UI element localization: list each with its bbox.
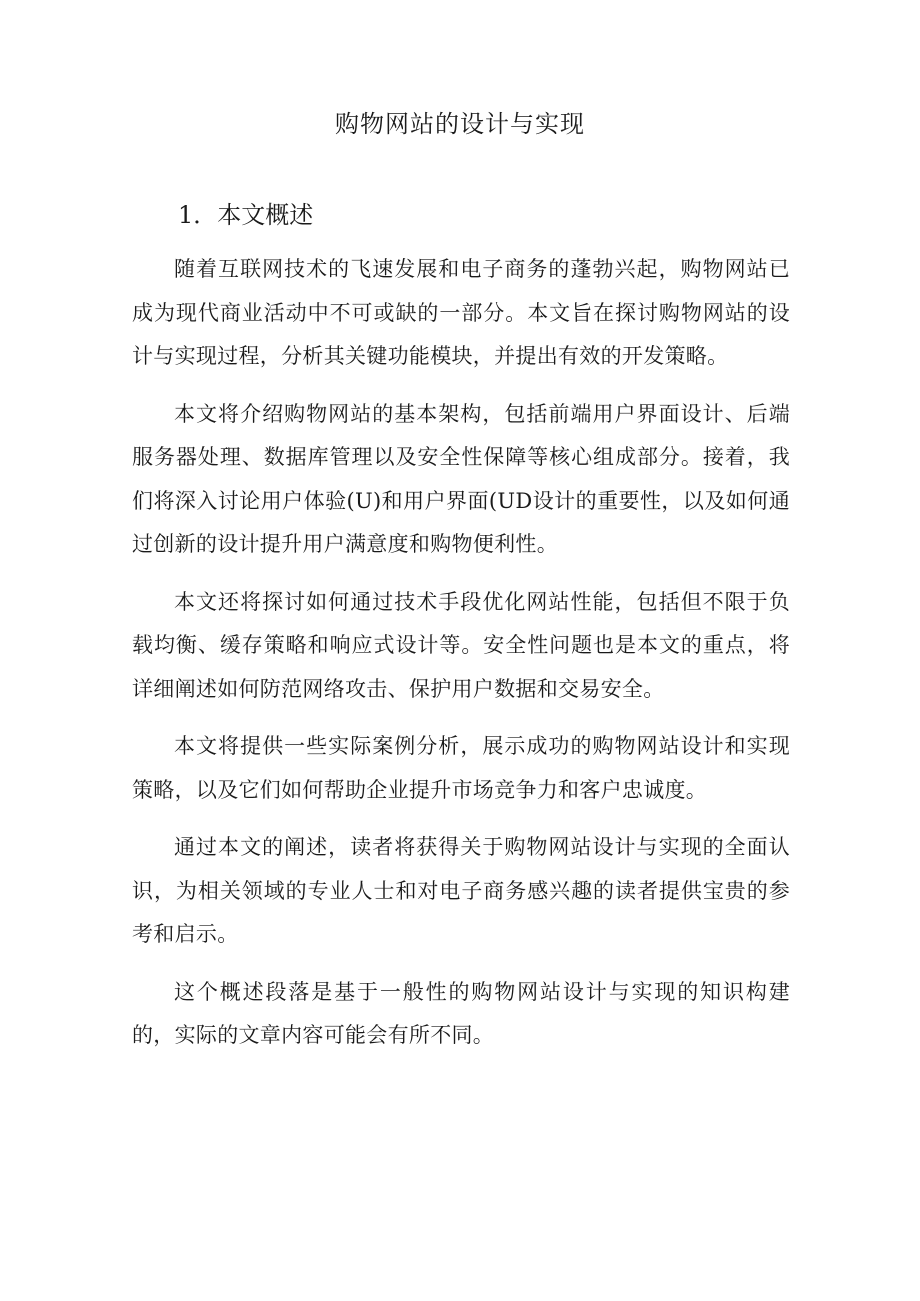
document-title: 购物网站的设计与实现 bbox=[335, 110, 585, 138]
paragraph: 本文将提供一些实际案例分析，展示成功的购物网站设计和实现策略，以及它们如何帮助企业提升市场竞争力和客户忠诚度。 bbox=[132, 734, 790, 802]
paragraph: 本文还将探讨如何通过技术手段优化网站性能，包括但不限于负载均衡、缓存策略和响应式设计等。安全性问题也是本文的重点，将详细阐述如何防范网络攻击、保护用户数据和交易安全。 bbox=[132, 589, 790, 701]
paragraph: 本文将介绍购物网站的基本架构，包括前端用户界面设计、后端服务器处理、数据库管理以及安全性保障等核心组成部分。接着，我们将深入讨论用户体验(U)和用户界面(UD设计的重要性，以及如何通过创新的设计提升用户满意度和购物便利性。 bbox=[132, 401, 790, 556]
section-heading: 1．本文概述 bbox=[178, 201, 314, 229]
paragraph: 这个概述段落是基于一般性的购物网站设计与实现的知识构建的，实际的文章内容可能会有所不同。 bbox=[132, 979, 790, 1047]
document-body bbox=[132, 248, 790, 1072]
paragraph: 通过本文的阐述，读者将获得关于购物网站设计与实现的全面认识，为相关领域的专业人士和对电子商务感兴趣的读者提供宝贵的参考和启示。 bbox=[132, 835, 790, 946]
paragraph: 随着互联网技术的飞速发展和电子商务的蓬勃兴起，购物网站已成为现代商业活动中不可或缺的一部分。本文旨在探讨购物网站的设计与实现过程，分析其关键功能模块，并提出有效的开发策略。 bbox=[132, 257, 790, 368]
